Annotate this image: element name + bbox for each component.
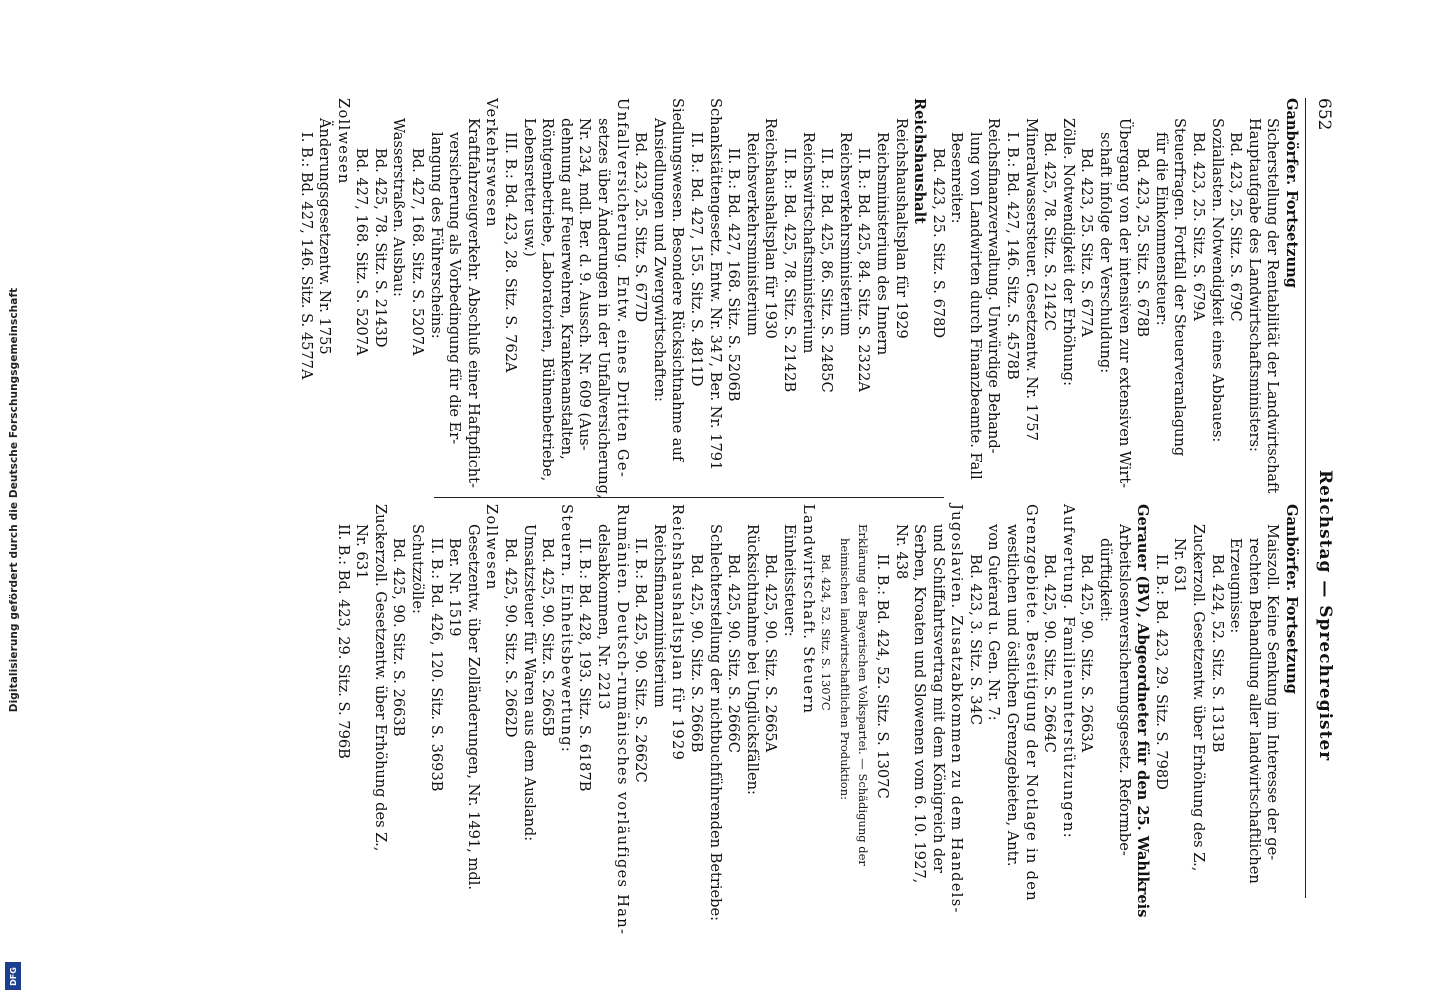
register-line: Bd. 425, 90. Sitz. S. 2666C — [725, 554, 743, 753]
register-line: Nr. 631 — [353, 524, 371, 580]
register-line: Zuckerzoll. Gesetzentw. über Erhöhung des Z., — [1190, 524, 1208, 872]
register-line: Reichshaushaltsplan für 1930 — [762, 118, 780, 339]
register-line: Jugoslavien. Zusatzabkommen zu dem Handels- — [948, 504, 966, 914]
register-line: Bd. 425, 90. Sitz. S. 2664C — [1041, 554, 1059, 753]
register-line: heimischen landwirtschaftlichen Produktion: — [837, 538, 852, 800]
right-column — [334, 504, 1300, 936]
register-line: Reichsfinanzverwaltung. Unwürdige Behand- — [985, 118, 1003, 454]
register-line: Nr. 631 — [1171, 538, 1189, 594]
dfg-logo-text: DFG — [8, 966, 18, 986]
register-line: Zölle. Notwendigkeit der Erhöhung: — [1059, 118, 1077, 386]
register-line: II. B.: Bd. 427, 155. Sitz. S. 4811D — [688, 132, 705, 387]
register-line: II. B.: Bd. 423, 29. Sitz. S. 796B — [334, 524, 352, 759]
register-line: Bd. 424, 52. Sitz. S. 1313B — [1208, 554, 1226, 753]
register-line: Schlechterstellung der nichtbuchführenden Betriebe: — [706, 524, 724, 922]
register-line: delsabkommen, Nr. 2213 — [595, 524, 613, 710]
running-title: Reichstag — Sprechregister — [1315, 470, 1335, 762]
register-line: Maiszoll. Keine Senkung im Interesse der ge- — [1264, 524, 1282, 861]
register-line: Zollwesen — [334, 98, 352, 185]
register-line: Bd. 423, 25. Sitz. S. 679C — [1227, 132, 1245, 322]
register-line: Übergang von der intensiven zur extensiven Wirt- — [1115, 118, 1133, 489]
register-line: Kraftfahrzeugverkehr. Abschluß einer Haftpflicht- — [464, 118, 482, 488]
register-line: I. B.: Bd. 427, 146. Sitz. S. 4577A — [297, 132, 315, 380]
page-header — [1305, 98, 1340, 898]
register-line: Bd. 423, 25. Sitz. S. 678B — [1134, 148, 1152, 338]
register-line: westlichen und östlichen Grenzgebieten, Antr. — [1004, 524, 1022, 867]
register-line: Bd. 423, 25. Sitz. S. 678D — [929, 148, 947, 339]
register-line: rechten Behandlung aller landwirtschaftlichen — [1245, 538, 1263, 884]
register-line: Zollwesen — [483, 504, 501, 591]
register-line: II. B.: Bd. 428, 193. Sitz. S. 6187B — [576, 538, 594, 792]
register-line: Schutzzölle: — [409, 524, 427, 614]
register-line: versicherung als Vorbedingung für die Er- — [446, 132, 464, 445]
left-column — [297, 98, 1300, 499]
register-line: II. B.: Bd. 423, 29. Sitz. S. 798D — [1152, 554, 1170, 790]
register-line: Bd. 423, 3. Sitz. S. 34C — [966, 554, 984, 726]
register-line: Siedlungswesen. Besondere Rücksichtnahme auf — [669, 98, 687, 462]
register-line: Rumänien. Deutsch-rumänisches vorläufiges Han- — [613, 504, 631, 936]
register-line: Nr. 234, mdl. Ber. d. 9. Aussch. Nr. 609 (Aus- — [576, 118, 594, 451]
register-line: Reichsfinanzministerium — [650, 524, 668, 708]
register-line: Bd. 425, 90. Sitz. S. 2663A — [1078, 554, 1096, 753]
register-line: II. B.: Bd. 425, 86. Sitz. S. 2485C — [818, 148, 836, 393]
digitization-stamp — [2, 0, 26, 1000]
register-line: dehnung auf Feuerwehren, Krankenanstalten, — [557, 118, 575, 460]
register-line: Bd. 427, 168. Sitz. S. 5207A — [353, 148, 371, 356]
register-line: schaft infolge der Verschuldung: — [1097, 132, 1115, 374]
register-line: Zuckerzoll. Gesetzentw. über Erhöhung des Z., — [371, 504, 389, 852]
register-line: Bd. 425, 78. Sitz. S. 2143D — [371, 148, 389, 348]
register-line: Steuerfragen. Fortfall der Steuerveranlagung — [1171, 118, 1189, 457]
register-line: Erzeugnisse: — [1227, 538, 1245, 634]
register-line: II. B.: Bd. 424, 52. Sitz. S. 1307C — [873, 554, 891, 799]
register-line: Mineralwassersteuer. Gesetzentw. Nr. 1757 — [1022, 118, 1040, 441]
register-line: Verkehrswesen — [483, 98, 501, 228]
register-line: Nr. 438 — [892, 524, 910, 580]
register-line: Bd. 425, 90. Sitz. S. 2665B — [539, 538, 557, 737]
register-line: Gesetzentw. über Zolländerungen, Nr. 1491, mdl. — [464, 524, 482, 890]
register-line: Bd. 423, 25. Sitz. S. 677A — [1078, 148, 1096, 337]
register-line: II. B.: Bd. 427, 168. Sitz. S. 5206B — [725, 148, 743, 402]
scanned-page — [114, 98, 1340, 936]
dfg-logo — [5, 962, 21, 990]
register-line: Arbeitslosenversicherungsgesetz. Reformbe- — [1115, 524, 1133, 856]
register-line: von Guérard u. Gen. Nr. 7: — [985, 524, 1003, 721]
page-number: 652 — [1314, 98, 1334, 131]
register-line: Landwirtschaft. Steuern — [799, 504, 817, 715]
register-line: Bd. 425, 90. Sitz. S. 2662D — [502, 538, 520, 738]
register-line: Reichsministerium des Innern — [873, 132, 891, 356]
register-line: Soziallasten. Notwendigkeit eines Abbaues: — [1208, 118, 1226, 443]
register-line: lung von Landwirten durch Finanzbeamte. Fall — [966, 132, 984, 480]
register-line: Reichshaushalt — [911, 98, 929, 224]
register-line: Gerauer (BV), Abgeordneter für den 25. Wahlkreis — [1134, 504, 1152, 918]
register-line: Bd. 425, 90. Sitz. S. 2666B — [688, 554, 705, 753]
register-line: Reichswirtschaftsministerium — [799, 132, 817, 354]
register-line: langung des Führerscheins: — [427, 132, 445, 339]
register-line: Aufwertung. Familienunterstützungen: — [1059, 504, 1077, 839]
register-line: II. B.: Bd. 425, 90. Sitz. S. 2662C — [632, 538, 650, 783]
register-line: Besenreiter: — [948, 132, 966, 224]
register-line: Reichsverkehrsministerium — [743, 132, 761, 336]
register-line: Unfallversicherung. Entw. eines Dritten Ge- — [613, 98, 631, 479]
register-line: Bd. 423, 25. Sitz. S. 677D — [632, 132, 650, 323]
register-line: Bd. 424, 52. Sitz. S. 1307C — [819, 554, 834, 711]
register-line: Schankstättengesetz. Entw. Nr. 347, Ber. Nr. 1791 — [706, 98, 724, 471]
register-line: Umsatzsteuer für Waren aus dem Ausland: — [520, 524, 538, 842]
register-line: II. B.: Bd. 425, 84. Sitz. S. 2322A — [855, 148, 873, 392]
register-line: Änderungsgesetzentw. Nr. 1755 — [316, 118, 334, 355]
register-line: dürftigkeit: — [1097, 538, 1115, 622]
register-line: Bd. 425, 78. Sitz. S. 2142C — [1041, 132, 1059, 331]
register-line: Ganbörfer. Fortsetzung — [1283, 504, 1300, 694]
register-line: Rücksichtnahme bei Unglücksfällen: — [743, 524, 761, 795]
register-line: Grenzgebiete. Beseitigung der Notlage in den — [1022, 504, 1040, 902]
register-line: Bd. 425, 90. Sitz. S. 2663B — [390, 538, 408, 737]
register-line: Reichshaushaltsplan für 1929 — [669, 504, 687, 762]
column-divider — [434, 497, 944, 498]
register-line: I. B.: Bd. 427, 146. Sitz. S. 4578B — [1004, 132, 1022, 380]
register-line: Hauptaufgabe des Landwirtschaftsministers: — [1245, 118, 1263, 452]
register-line: Serben, Kroaten und Slowenen vom 6. 10. 1927, — [911, 524, 929, 884]
register-line: Reichsverkehrsministerium — [836, 132, 854, 336]
register-line: Reichshaushaltsplan für 1929 — [892, 118, 910, 339]
register-line: Röntgenbetriebe, Laboratorien, Bühnenbetriebe, — [539, 118, 557, 482]
register-line: Wasserstraßen. Ausbau: — [390, 118, 408, 297]
register-line: und Schiffahrtsvertrag mit dem Königreich der — [929, 524, 947, 873]
register-line: II. B.: Bd. 425, 78. Sitz. S. 2142B — [780, 148, 798, 393]
register-line: Lebensretter usw.) — [520, 118, 538, 257]
register-line: Ber. Nr. 1519 — [446, 538, 464, 637]
register-line: Sicherstellung der Rentabilität der Landwirtschaft — [1264, 118, 1282, 494]
register-line: Erklärung der Bayerischen Volkspartei. — Schädigung der — [856, 524, 871, 866]
register-line: Bd. 427, 168. Sitz. S. 5207A — [409, 148, 427, 356]
funding-notice: Digitalisierung gefördert durch die Deutsche Forschungsgemeinschaft — [8, 287, 20, 713]
register-line: Steuern. Einheitsbewertung: — [557, 504, 575, 754]
register-line: Bd. 423, 25. Sitz. S. 679A — [1190, 132, 1208, 321]
register-line: II. B.: Bd. 426, 120. Sitz. S. 3693B — [427, 538, 445, 792]
register-line: setzes über Änderungen in der Unfallversicherung, — [595, 118, 613, 499]
register-line: III. B.: Bd. 423, 28. Sitz. S. 762A — [502, 132, 520, 373]
register-line: Einheitssteuer: — [780, 524, 798, 637]
register-line: Ansiedlungen und Zwergwirtschaften: — [650, 118, 668, 402]
register-line: für die Einkommensteuer: — [1152, 132, 1170, 326]
register-line: Bd. 425, 90. Sitz. S. 2665A — [762, 554, 780, 753]
register-line: Ganbörfer. Fortsetzung — [1283, 98, 1300, 288]
